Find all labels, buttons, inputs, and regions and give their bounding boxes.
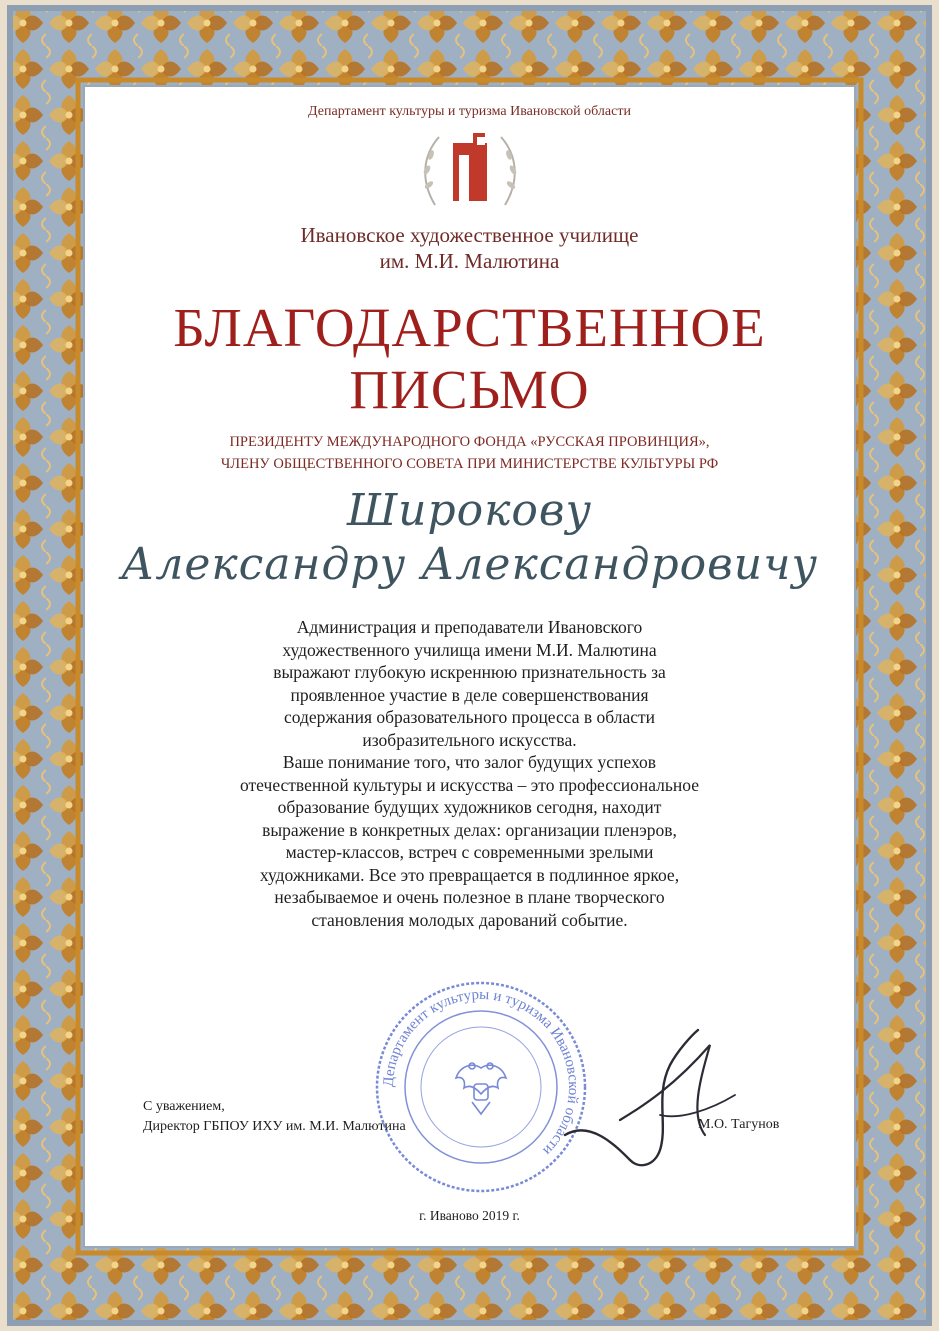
recipient-name [85,484,854,592]
official-seal [372,978,590,1196]
body-line: становления молодых дарований событие. [311,909,628,930]
regards-text: С уважением, [143,1099,225,1114]
body-line: отечественной культуры и искусства – это профессиональное [240,774,699,795]
document-title [85,297,854,421]
recipient-line2: ЧЛЕНУ ОБЩЕСТВЕННОГО СОВЕТА ПРИ МИНИСТЕРСТВЕ КУЛЬТУРЫ РФ [220,456,719,472]
body-line: изобразительного искусства. [362,729,577,750]
seal-text: Департамент культуры и туризма Ивановской области [380,986,582,1159]
school-name-line1: Ивановское художественное училище [300,223,639,247]
body-line: проявленное участие в деле совершенствования [290,684,649,705]
school-logo [415,125,525,215]
school-name [85,222,854,274]
department-name: Департамент культуры и туризма Ивановской области [308,104,631,119]
body-line: художниками. Все это превращается в подлинное яркое, [259,864,680,885]
city-year: г. Иваново 2019 г. [419,1208,520,1223]
recipient-given-names: Александру Александровичу [121,539,818,590]
body-line: образование будущих художников сегодня, находит [277,797,662,817]
school-name-line2: им. М.И. Малютина [379,249,560,273]
recipient-line1: ПРЕЗИДЕНТУ МЕЖДУНАРОДНОГО ФОНДА «РУССКАЯ ПРОВИНЦИЯ», [229,434,710,450]
title-line1: БЛАГОДАРСТВЕННОЕ [173,297,766,358]
body-line: незабываемое и очень полезное в плане творческого [274,887,665,907]
body-line: художественного училища имени М.И. Малютина [282,639,657,660]
recipient-position [85,431,854,475]
title-line2: ПИСЬМО [349,359,590,420]
body-line: Ваше понимание того, что залог будущих успехов [282,752,657,772]
svg-text:Департамент культуры и туризма [381,987,581,1158]
eagle-emblem-icon [456,1063,506,1114]
director-name: М.О. Тагунов [698,1117,780,1132]
body-line: мастер-классов, встреч с современными зрелыми [285,842,654,862]
director-position: Директор ГБПОУ ИХУ им. М.И. Малютина [143,1119,406,1134]
body-line: выражение в конкретных делах: организации пленэров, [262,819,677,840]
letter-body [85,616,854,931]
body-line: содержания образовательного процесса в области [283,707,656,727]
recipient-surname: Широкову [346,485,593,536]
body-line: Администрация и преподаватели Ивановского [296,617,643,637]
closing-block [143,1097,406,1137]
handwritten-signature [560,1025,740,1175]
body-line: выражают глубокую искреннюю признательность за [273,662,666,682]
